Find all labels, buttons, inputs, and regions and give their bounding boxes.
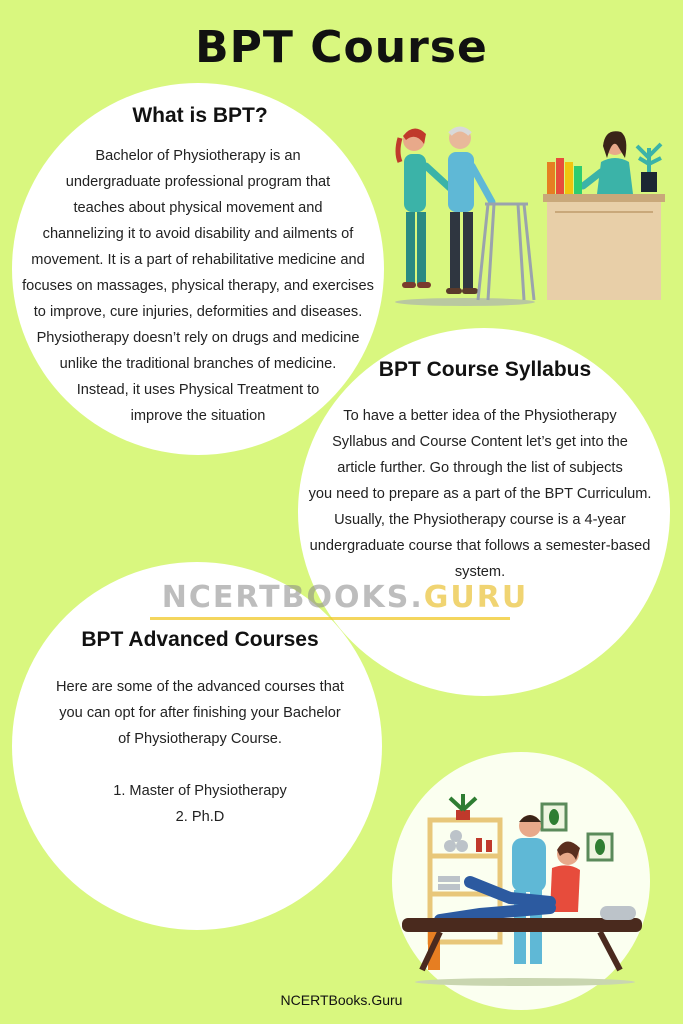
body-line: you can opt for after finishing your Bachelor (59, 705, 341, 721)
watermark-underline (150, 617, 510, 620)
section-body-syllabus (300, 403, 660, 585)
body-line: improve the situation (130, 408, 266, 424)
footer-brand: NCERTBooks.Guru (280, 992, 403, 1008)
body-line: unlike the traditional branches of medicine. (59, 356, 337, 372)
list-item: 2. Ph.D (175, 809, 225, 825)
section-body-what-is-bpt (18, 143, 378, 429)
body-line: of Physiotherapy Course. (118, 731, 282, 747)
section-body-advanced (30, 674, 370, 752)
body-line: Syllabus and Course Content let’s get into the (332, 434, 628, 450)
advanced-courses-list (50, 778, 350, 830)
body-line: Usually, the Physiotherapy course is a 4-year (334, 512, 626, 528)
body-line: Instead, it uses Physical Treatment to (76, 382, 320, 398)
page-title: BPT Course (195, 22, 488, 73)
body-line: Bachelor of Physiotherapy is an (95, 148, 301, 164)
body-line: undergraduate course that follows a semester-based (309, 538, 651, 554)
body-line: Here are some of the advanced courses that (56, 679, 344, 695)
walker-therapy-illustration (390, 122, 540, 307)
section-heading-what-is-bpt: What is BPT? (132, 104, 268, 127)
watermark-accent-text: GURU (423, 580, 529, 615)
body-line: Physiotherapy doesn’t rely on drugs and medicine (36, 330, 360, 346)
body-line: article further. Go through the list of subjects (337, 460, 623, 476)
body-line: system. (454, 564, 506, 580)
body-line: teaches about physical movement and (73, 200, 323, 216)
body-line: channelizing it to avoid disability and ailments of (42, 226, 354, 242)
watermark-text: NCERTBOOKS. (161, 580, 424, 615)
body-line: undergraduate professional program that (65, 174, 331, 190)
body-line: movement. It is a part of rehabilitative medicine and (31, 252, 365, 268)
section-heading-advanced: BPT Advanced Courses (81, 628, 319, 651)
list-item: 1. Master of Physiotherapy (113, 783, 287, 799)
body-line: focuses on massages, physical therapy, and exercises (22, 278, 374, 294)
body-line: you need to prepare as a part of the BPT Curriculum. (308, 486, 652, 502)
physio-session-illustration (400, 790, 652, 990)
body-line: to improve, cure injuries, deformities and diseases. (33, 304, 363, 320)
watermark-logo (140, 580, 550, 615)
reception-desk-illustration (543, 128, 668, 303)
body-line: To have a better idea of the Physiotherapy (343, 408, 617, 424)
section-heading-syllabus: BPT Course Syllabus (378, 358, 592, 381)
